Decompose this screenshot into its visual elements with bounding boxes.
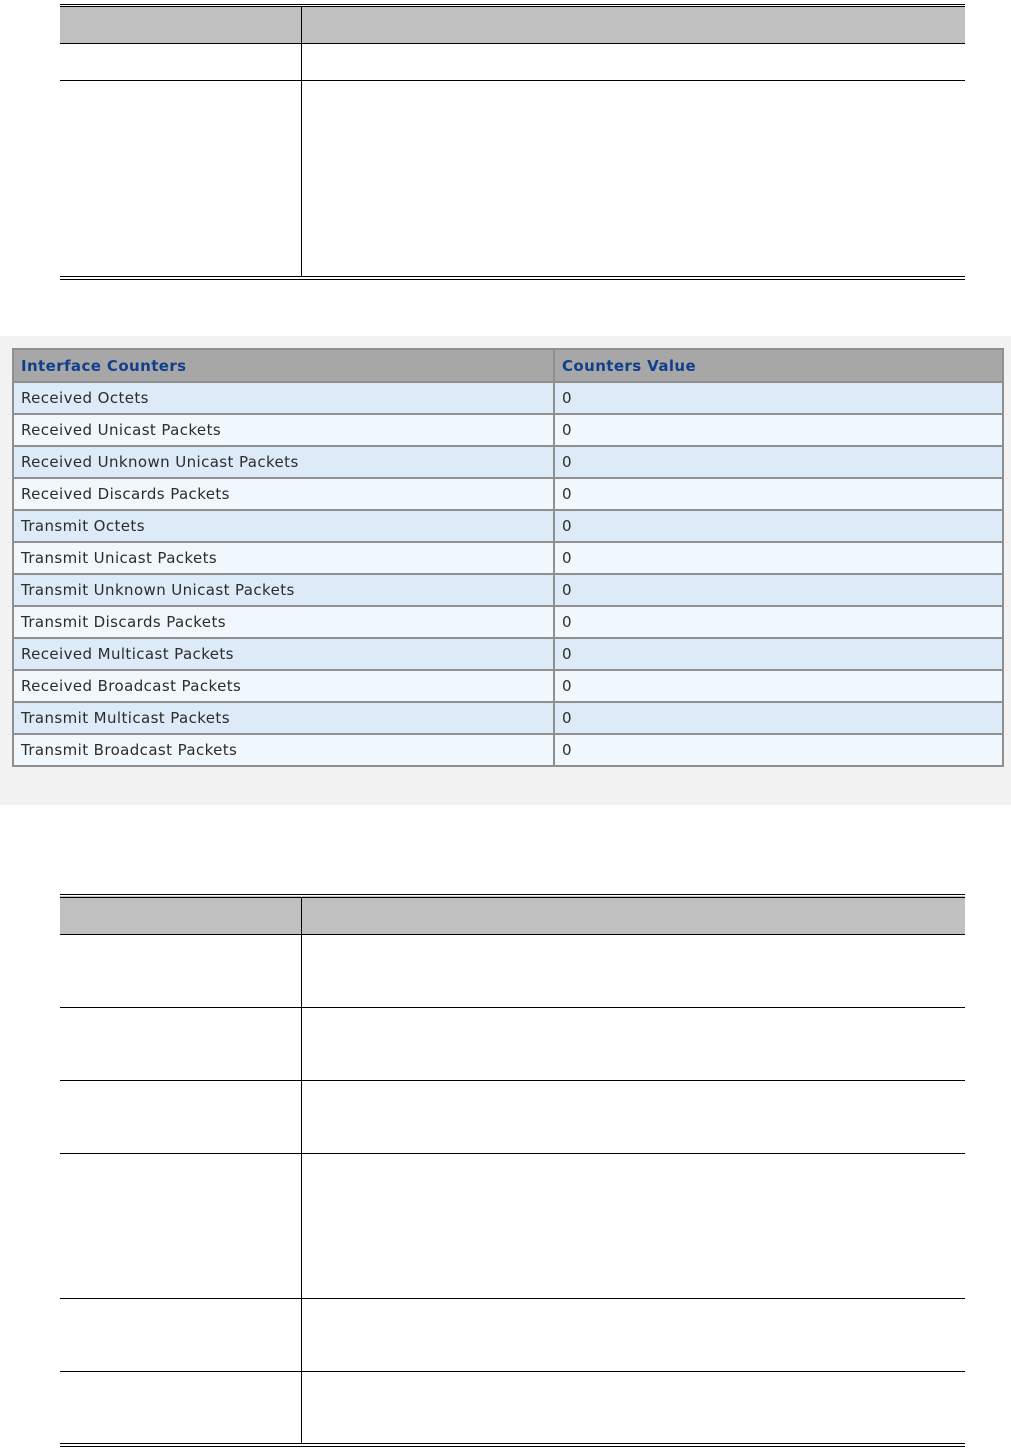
description-header-cell (301, 6, 965, 44)
description-row (60, 1081, 965, 1154)
description-cell (301, 81, 965, 278)
interface-counters-table (12, 348, 1004, 767)
object-cell (60, 1008, 301, 1081)
object-cell (60, 1154, 301, 1299)
counters-header-row (13, 349, 1003, 382)
description-row (60, 1299, 965, 1372)
counter-label: Transmit Broadcast Packets (13, 734, 554, 766)
description-row (60, 1154, 965, 1299)
counter-value: 0 (554, 606, 1003, 638)
counter-row (13, 414, 1003, 446)
description-row (60, 81, 965, 278)
counter-value: 0 (554, 574, 1003, 606)
description-header-cell (301, 896, 965, 935)
description-cell (301, 1154, 965, 1299)
counter-label: Transmit Multicast Packets (13, 702, 554, 734)
counter-value: 0 (554, 414, 1003, 446)
object-cell (60, 1372, 301, 1445)
description-cell (301, 1081, 965, 1154)
counter-row (13, 638, 1003, 670)
counter-label: Received Octets (13, 382, 554, 414)
counter-value: 0 (554, 670, 1003, 702)
description-cell (301, 1008, 965, 1081)
counter-row (13, 734, 1003, 766)
counter-row (13, 670, 1003, 702)
object-header-cell (60, 6, 301, 44)
counter-row (13, 606, 1003, 638)
object-header-cell (60, 896, 301, 935)
counter-label: Received Unicast Packets (13, 414, 554, 446)
counter-label: Received Unknown Unicast Packets (13, 446, 554, 478)
interface-counters-screenshot (0, 336, 1011, 805)
counter-value: 0 (554, 702, 1003, 734)
counter-row (13, 446, 1003, 478)
object-cell (60, 81, 301, 278)
counter-label: Transmit Unknown Unicast Packets (13, 574, 554, 606)
counter-row (13, 510, 1003, 542)
description-table-header (60, 896, 965, 935)
counter-label: Received Discards Packets (13, 478, 554, 510)
object-cell (60, 44, 301, 81)
counter-value: 0 (554, 478, 1003, 510)
object-cell (60, 1299, 301, 1372)
description-cell (301, 935, 965, 1008)
counter-value: 0 (554, 638, 1003, 670)
counter-label: Received Multicast Packets (13, 638, 554, 670)
counter-row (13, 382, 1003, 414)
counter-value: 0 (554, 446, 1003, 478)
description-row (60, 1008, 965, 1081)
description-table-bottom (60, 894, 965, 1447)
counter-label: Transmit Discards Packets (13, 606, 554, 638)
counter-row (13, 478, 1003, 510)
counter-label: Transmit Unicast Packets (13, 542, 554, 574)
description-cell (301, 1372, 965, 1445)
counters-value-header: Counters Value (554, 349, 1003, 382)
counter-value: 0 (554, 734, 1003, 766)
description-row (60, 935, 965, 1008)
interface-counters-header: Interface Counters (13, 349, 554, 382)
description-row (60, 1372, 965, 1445)
counter-row (13, 542, 1003, 574)
description-cell (301, 1299, 965, 1372)
description-table-header (60, 6, 965, 44)
counter-value: 0 (554, 542, 1003, 574)
description-row (60, 44, 965, 81)
object-cell (60, 935, 301, 1008)
counter-row (13, 574, 1003, 606)
description-cell (301, 44, 965, 81)
description-table-top (60, 4, 965, 280)
counter-value: 0 (554, 382, 1003, 414)
object-cell (60, 1081, 301, 1154)
counter-row (13, 702, 1003, 734)
counter-label: Received Broadcast Packets (13, 670, 554, 702)
counter-label: Transmit Octets (13, 510, 554, 542)
counter-value: 0 (554, 510, 1003, 542)
